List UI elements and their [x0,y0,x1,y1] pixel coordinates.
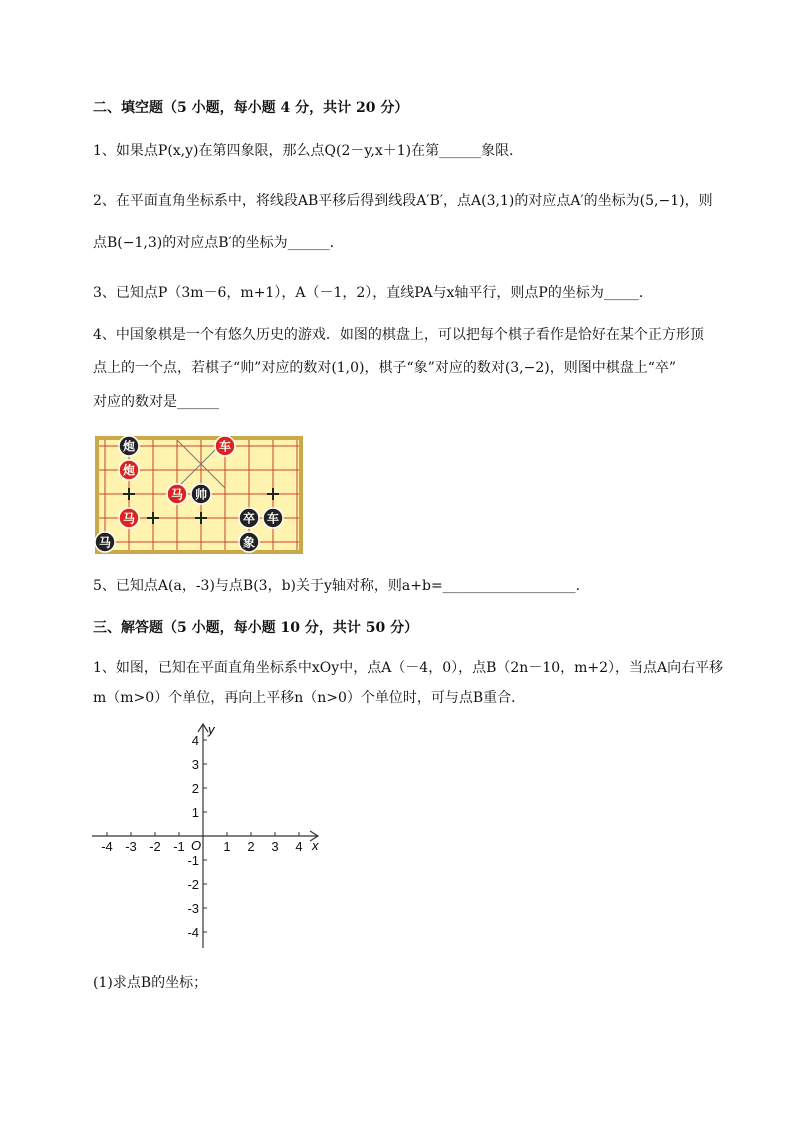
s3-subquestion1: (1)求点B的坐标； [93,975,208,991]
x-tick-label: 3 [271,839,279,854]
coordinate-plane [92,722,332,952]
x-axis-label: x [312,838,319,853]
chess-piece-label: 炮 [122,463,136,478]
y-tick-label: -3 [187,901,199,916]
chess-piece [119,460,139,480]
x-tick-label: -3 [125,839,137,854]
chess-piece [167,484,187,504]
origin-label: O [191,838,202,853]
x-tick-label: -1 [173,839,185,854]
y-axis-label: y [208,722,215,737]
s2-question3: 3、已知点P（3m－6，m+1），A（－1，2），直线PA与x轴平行，则点P的坐标为_____． [93,285,653,301]
chess-piece-label: 马 [170,487,184,502]
chess-piece-label: 马 [122,511,136,526]
section3-heading: 三、解答题（5 小题，每小题 10 分，共计 50 分） [93,620,419,636]
x-tick-label: 1 [223,839,231,854]
s3-question1-line2: m（m>0）个单位，再向上平移n（n>0）个单位时，可与点B重合． [93,690,526,706]
s3-question1-line1: 1、如图，已知在平面直角坐标系中xOy中，点A（－4，0），点B（2n－10，m+2），当点A向右平移 [93,660,724,676]
chess-piece-label: 象 [242,535,256,550]
chess-piece [239,532,259,552]
s2-question4-line2: 点上的一个点，若棋子“帅”对应的数对(1,0)，棋子“象”对应的数对(3,−2)，则图中棋盘上“卒” [93,360,677,376]
chess-piece-label: 卒 [242,511,256,526]
s2-question1: 1、如果点P(x,y)在第四象限，那么点Q(2－y,x＋1)在第______象限． [93,143,524,159]
chess-piece [191,484,211,504]
y-tick-label: 1 [191,805,199,820]
x-tick-label: -4 [101,839,113,854]
y-tick-label: 2 [191,781,199,796]
chess-piece [95,532,115,552]
chess-piece [239,508,259,528]
chess-piece [119,508,139,528]
coordinate-plane-figure [92,722,332,952]
chess-board [95,436,303,554]
chess-piece-label: 帅 [194,487,208,502]
x-tick-label: 4 [295,839,303,854]
chess-piece-label: 车 [218,439,232,454]
chess-piece-label: 马 [98,535,112,550]
s2-question4-line1: 4、中国象棋是一个有悠久历史的游戏．如图的棋盘上，可以把每个棋子看作是恰好在某个正方形顶 [93,327,704,343]
chess-piece-label: 炮 [122,439,136,454]
section2-heading: 二、填空题（5 小题，每小题 4 分，共计 20 分） [93,100,409,116]
s2-question2-line2: 点B(−1,3)的对应点B′的坐标为______． [93,235,344,251]
s2-question2-line1: 2、在平面直角坐标系中，将线段AB平移后得到线段A′B′，点A(3,1)的对应点A′的坐标为(5,−1)，则 [93,193,713,209]
s2-question4-line3: 对应的数对是______ [93,394,219,410]
chess-piece [263,508,283,528]
s2-question5: 5、已知点A(a，-3)与点B(3，b)关于y轴对称，则a+b=___________________. [93,578,581,594]
chess-piece [215,436,235,456]
chess-board-figure [95,436,303,554]
x-tick-label: 2 [247,839,255,854]
y-tick-label: 3 [191,757,199,772]
chess-piece [119,436,139,456]
y-tick-label: -4 [187,925,199,940]
chess-piece-label: 车 [266,511,280,526]
y-tick-label: -2 [187,877,199,892]
x-tick-label: -2 [149,839,161,854]
y-tick-label: -1 [187,853,199,868]
y-tick-label: 4 [191,733,199,748]
